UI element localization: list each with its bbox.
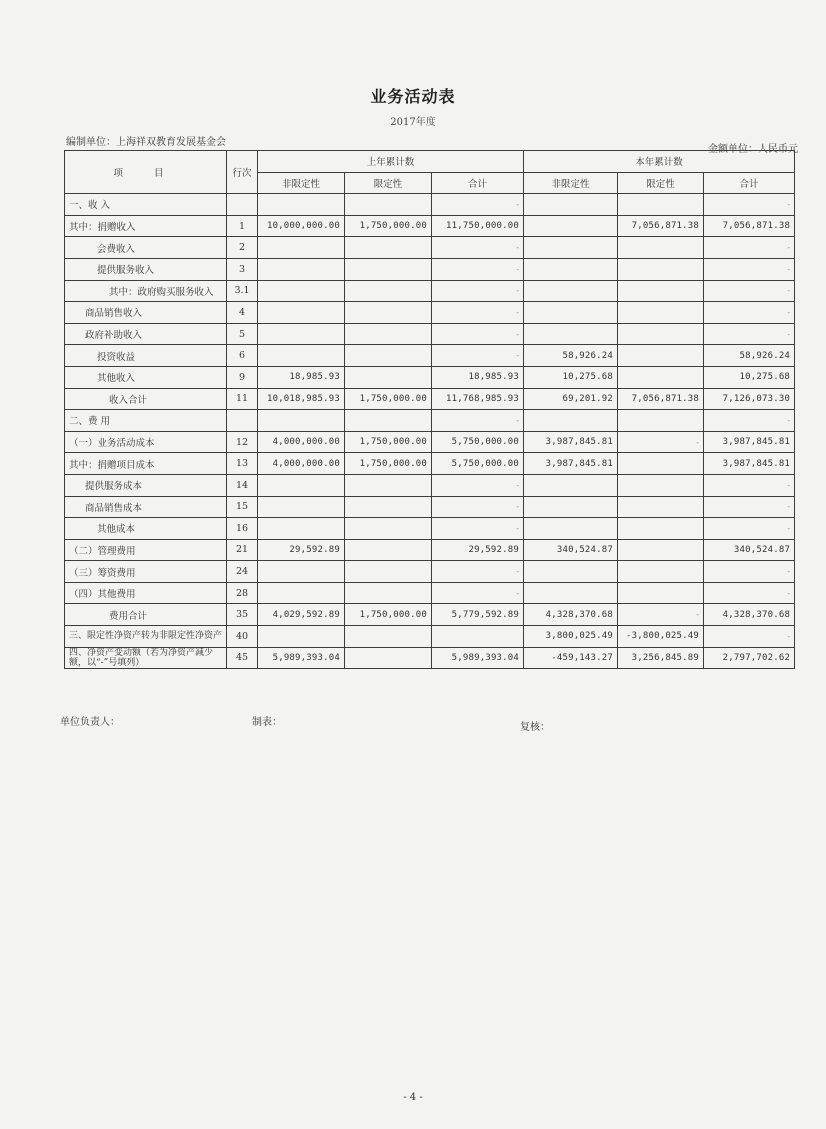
row-label: 三、限定性净资产转为非限定性净资产 <box>65 626 227 648</box>
cell-curr-unrestricted: 340,524.87 <box>524 539 618 561</box>
row-line-no: 40 <box>227 626 258 648</box>
row-line-no: 5 <box>227 323 258 345</box>
cell-prev-total: - <box>432 561 524 583</box>
cell-curr-restricted <box>618 474 704 496</box>
row-label: 收入合计 <box>65 388 227 410</box>
row-line-no: 35 <box>227 604 258 626</box>
cell-curr-restricted: 3,256,845.89 <box>618 647 704 669</box>
cell-prev-restricted <box>345 561 432 583</box>
cell-curr-restricted: - <box>618 431 704 453</box>
cell-curr-total: - <box>704 518 795 540</box>
cell-curr-unrestricted: 3,987,845.81 <box>524 453 618 475</box>
row-line-no: 16 <box>227 518 258 540</box>
row-line-no: 45 <box>227 647 258 669</box>
cell-prev-total: 11,768,985.93 <box>432 388 524 410</box>
row-label: 会费收入 <box>65 237 227 259</box>
cell-prev-restricted <box>345 366 432 388</box>
row-line-no: 15 <box>227 496 258 518</box>
page-number: - 4 - <box>403 1092 423 1103</box>
cell-curr-restricted <box>618 518 704 540</box>
cell-curr-restricted <box>618 280 704 302</box>
cell-curr-restricted <box>618 258 704 280</box>
currency-unit-label: 金额单位：人民币元 <box>708 144 798 155</box>
signature-unit-head: 单位负责人： <box>60 717 120 728</box>
cell-curr-total: 7,126,073.30 <box>704 388 795 410</box>
cell-curr-unrestricted <box>524 496 618 518</box>
cell-prev-total: - <box>432 345 524 367</box>
cell-prev-unrestricted: 4,029,592.89 <box>258 604 345 626</box>
cell-curr-restricted <box>618 453 704 475</box>
table-row <box>65 194 795 216</box>
cell-curr-total: 2,797,702.62 <box>704 647 795 669</box>
cell-prev-unrestricted <box>258 561 345 583</box>
cell-curr-total: - <box>704 582 795 604</box>
cell-prev-total: 18,985.93 <box>432 366 524 388</box>
cell-curr-restricted: 7,056,871.38 <box>618 215 704 237</box>
row-label: 商品销售收入 <box>65 302 227 324</box>
cell-curr-restricted: - <box>618 604 704 626</box>
table-row <box>65 215 795 237</box>
cell-prev-restricted <box>345 539 432 561</box>
cell-curr-total: - <box>704 496 795 518</box>
cell-prev-restricted <box>345 518 432 540</box>
cell-curr-unrestricted: -459,143.27 <box>524 647 618 669</box>
row-label: （二）管理费用 <box>65 539 227 561</box>
cell-curr-total: 58,926.24 <box>704 345 795 367</box>
cell-prev-unrestricted: 29,592.89 <box>258 539 345 561</box>
cell-prev-unrestricted <box>258 323 345 345</box>
cell-prev-restricted <box>345 410 432 432</box>
row-label: 投资收益 <box>65 345 227 367</box>
cell-prev-total: - <box>432 582 524 604</box>
cell-prev-unrestricted <box>258 626 345 648</box>
cell-curr-unrestricted <box>524 561 618 583</box>
row-line-no: 11 <box>227 388 258 410</box>
table-row <box>65 561 795 583</box>
row-label: 二、费 用 <box>65 410 227 432</box>
cell-prev-unrestricted <box>258 237 345 259</box>
cell-curr-total: - <box>704 410 795 432</box>
row-label: 其他成本 <box>65 518 227 540</box>
header-curr-year: 本年累计数 <box>524 151 795 173</box>
table-row <box>65 518 795 540</box>
signature-reviewed-by: 复核： <box>520 722 550 733</box>
row-label: 商品销售成本 <box>65 496 227 518</box>
cell-prev-total: - <box>432 323 524 345</box>
cell-prev-restricted <box>345 323 432 345</box>
cell-curr-unrestricted: 4,328,370.68 <box>524 604 618 626</box>
cell-curr-restricted <box>618 561 704 583</box>
cell-curr-unrestricted <box>524 323 618 345</box>
cell-prev-restricted: 1,750,000.00 <box>345 215 432 237</box>
cell-curr-restricted <box>618 410 704 432</box>
row-label: 提供服务成本 <box>65 474 227 496</box>
row-line-no: 2 <box>227 237 258 259</box>
cell-prev-restricted <box>345 496 432 518</box>
cell-curr-restricted <box>618 323 704 345</box>
cell-curr-unrestricted: 3,800,025.49 <box>524 626 618 648</box>
cell-curr-unrestricted: 3,987,845.81 <box>524 431 618 453</box>
cell-prev-restricted <box>345 302 432 324</box>
row-line-no: 4 <box>227 302 258 324</box>
row-line-no: 3.1 <box>227 280 258 302</box>
row-label: 其中：捐赠收入 <box>65 215 227 237</box>
cell-prev-total: - <box>432 237 524 259</box>
row-line-no: 12 <box>227 431 258 453</box>
table-row <box>65 366 795 388</box>
cell-prev-total: - <box>432 194 524 216</box>
cell-prev-unrestricted <box>258 280 345 302</box>
table-row <box>65 323 795 345</box>
cell-curr-total: - <box>704 258 795 280</box>
organization-label: 编制单位：上海祥双教育发展基金会 <box>66 137 226 148</box>
cell-curr-total: 340,524.87 <box>704 539 795 561</box>
row-line-no: 21 <box>227 539 258 561</box>
cell-prev-total: - <box>432 410 524 432</box>
row-label: 一、收 入 <box>65 194 227 216</box>
cell-prev-restricted: 1,750,000.00 <box>345 604 432 626</box>
cell-prev-unrestricted: 4,000,000.00 <box>258 431 345 453</box>
cell-curr-total: 7,056,871.38 <box>704 215 795 237</box>
cell-curr-unrestricted <box>524 280 618 302</box>
cell-prev-total: 29,592.89 <box>432 539 524 561</box>
table-row <box>65 582 795 604</box>
cell-curr-unrestricted <box>524 582 618 604</box>
cell-prev-unrestricted: 5,989,393.04 <box>258 647 345 669</box>
cell-prev-total: 5,750,000.00 <box>432 453 524 475</box>
table-row <box>65 539 795 561</box>
table-row <box>65 647 795 669</box>
cell-curr-unrestricted <box>524 410 618 432</box>
cell-prev-unrestricted <box>258 410 345 432</box>
row-line-no: 1 <box>227 215 258 237</box>
header-curr-total: 合计 <box>704 172 795 194</box>
row-line-no: 3 <box>227 258 258 280</box>
table-row <box>65 237 795 259</box>
cell-prev-total: - <box>432 302 524 324</box>
cell-curr-total: - <box>704 194 795 216</box>
table-row <box>65 431 795 453</box>
cell-prev-restricted <box>345 647 432 669</box>
table-row <box>65 453 795 475</box>
row-label: 其中：政府购买服务收入 <box>65 280 227 302</box>
cell-prev-total: 5,750,000.00 <box>432 431 524 453</box>
cell-curr-unrestricted: 10,275.68 <box>524 366 618 388</box>
cell-prev-restricted <box>345 345 432 367</box>
table-row <box>65 280 795 302</box>
table-row <box>65 626 795 648</box>
cell-curr-total: - <box>704 280 795 302</box>
row-label: 其中：捐赠项目成本 <box>65 453 227 475</box>
cell-prev-unrestricted: 4,000,000.00 <box>258 453 345 475</box>
table-row <box>65 474 795 496</box>
cell-prev-unrestricted <box>258 194 345 216</box>
cell-curr-total: 3,987,845.81 <box>704 453 795 475</box>
cell-prev-unrestricted <box>258 345 345 367</box>
row-line-no: 14 <box>227 474 258 496</box>
header-prev-total: 合计 <box>432 172 524 194</box>
cell-curr-total: - <box>704 302 795 324</box>
cell-prev-unrestricted: 10,018,985.93 <box>258 388 345 410</box>
cell-curr-total: - <box>704 626 795 648</box>
row-line-no: 13 <box>227 453 258 475</box>
header-prev-restricted: 限定性 <box>345 172 432 194</box>
cell-curr-restricted: -3,800,025.49 <box>618 626 704 648</box>
cell-curr-total: - <box>704 237 795 259</box>
page-title: 业务活动表 <box>370 87 456 106</box>
row-line-no <box>227 410 258 432</box>
cell-curr-total: 4,328,370.68 <box>704 604 795 626</box>
header-curr-restricted: 限定性 <box>618 172 704 194</box>
header-prev-unrestricted: 非限定性 <box>258 172 345 194</box>
cell-prev-total <box>432 626 524 648</box>
cell-curr-total: 10,275.68 <box>704 366 795 388</box>
cell-curr-unrestricted <box>524 518 618 540</box>
cell-curr-unrestricted <box>524 302 618 324</box>
cell-curr-unrestricted: 58,926.24 <box>524 345 618 367</box>
table-row <box>65 302 795 324</box>
cell-prev-restricted <box>345 582 432 604</box>
cell-prev-unrestricted <box>258 518 345 540</box>
cell-prev-total: 5,989,393.04 <box>432 647 524 669</box>
cell-curr-total: - <box>704 323 795 345</box>
cell-prev-unrestricted <box>258 496 345 518</box>
cell-curr-total: - <box>704 474 795 496</box>
header-line-no: 行次 <box>227 151 258 194</box>
cell-curr-restricted <box>618 582 704 604</box>
table-row <box>65 345 795 367</box>
row-label: 费用合计 <box>65 604 227 626</box>
cell-prev-unrestricted <box>258 582 345 604</box>
business-activity-table <box>64 150 795 669</box>
table-row <box>65 388 795 410</box>
cell-prev-unrestricted <box>258 302 345 324</box>
cell-prev-total: 11,750,000.00 <box>432 215 524 237</box>
cell-prev-restricted <box>345 474 432 496</box>
row-label: （四）其他费用 <box>65 582 227 604</box>
cell-prev-total: - <box>432 496 524 518</box>
header-prev-year: 上年累计数 <box>258 151 524 173</box>
cell-prev-total: - <box>432 518 524 540</box>
cell-curr-total: 3,987,845.81 <box>704 431 795 453</box>
row-label: 其他收入 <box>65 366 227 388</box>
cell-curr-restricted <box>618 496 704 518</box>
cell-curr-unrestricted <box>524 474 618 496</box>
cell-curr-restricted <box>618 345 704 367</box>
row-line-no: 24 <box>227 561 258 583</box>
row-label: 政府补助收入 <box>65 323 227 345</box>
cell-curr-restricted: 7,056,871.38 <box>618 388 704 410</box>
cell-prev-restricted: 1,750,000.00 <box>345 431 432 453</box>
table-row <box>65 410 795 432</box>
header-item: 项 目 <box>65 151 227 194</box>
cell-curr-unrestricted: 69,201.92 <box>524 388 618 410</box>
cell-curr-unrestricted <box>524 194 618 216</box>
cell-prev-restricted <box>345 258 432 280</box>
cell-curr-restricted <box>618 194 704 216</box>
row-label: 提供服务收入 <box>65 258 227 280</box>
fiscal-year: 2017年度 <box>390 117 436 128</box>
cell-curr-restricted <box>618 302 704 324</box>
cell-curr-unrestricted <box>524 237 618 259</box>
cell-prev-restricted <box>345 280 432 302</box>
table-row <box>65 496 795 518</box>
cell-curr-restricted <box>618 237 704 259</box>
cell-prev-restricted <box>345 194 432 216</box>
cell-prev-unrestricted <box>258 258 345 280</box>
cell-curr-total: - <box>704 561 795 583</box>
row-line-no <box>227 194 258 216</box>
cell-prev-restricted: 1,750,000.00 <box>345 453 432 475</box>
row-label: （三）筹资费用 <box>65 561 227 583</box>
cell-prev-unrestricted <box>258 474 345 496</box>
cell-curr-unrestricted <box>524 215 618 237</box>
cell-prev-restricted <box>345 237 432 259</box>
row-label: （一）业务活动成本 <box>65 431 227 453</box>
cell-curr-unrestricted <box>524 258 618 280</box>
table-row <box>65 258 795 280</box>
cell-prev-total: - <box>432 258 524 280</box>
cell-prev-unrestricted: 10,000,000.00 <box>258 215 345 237</box>
cell-curr-restricted <box>618 366 704 388</box>
row-line-no: 6 <box>227 345 258 367</box>
signature-prepared-by: 制表： <box>252 717 282 728</box>
cell-prev-total: 5,779,592.89 <box>432 604 524 626</box>
row-label: 四、净资产变动额（若为净资产减少额，以“-”号填列） <box>65 647 227 669</box>
cell-prev-total: - <box>432 280 524 302</box>
header-curr-unrestricted: 非限定性 <box>524 172 618 194</box>
cell-prev-restricted <box>345 626 432 648</box>
row-line-no: 28 <box>227 582 258 604</box>
cell-prev-restricted: 1,750,000.00 <box>345 388 432 410</box>
table-row <box>65 604 795 626</box>
row-line-no: 9 <box>227 366 258 388</box>
cell-curr-restricted <box>618 539 704 561</box>
cell-prev-total: - <box>432 474 524 496</box>
cell-prev-unrestricted: 18,985.93 <box>258 366 345 388</box>
